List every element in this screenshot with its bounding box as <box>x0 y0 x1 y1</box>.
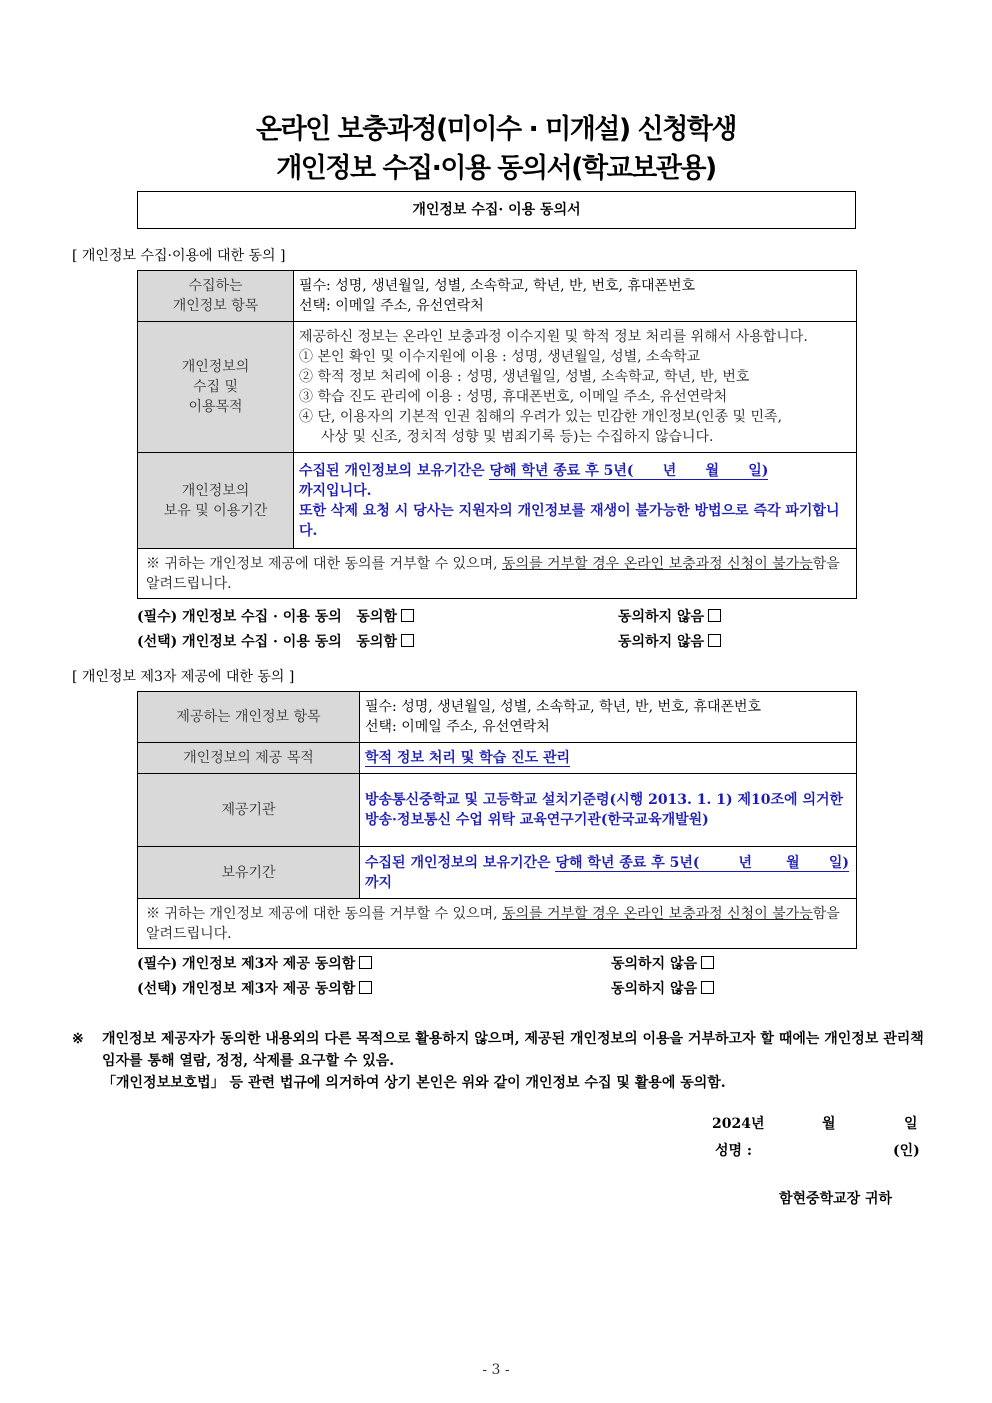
section2-heading: [ 개인정보 제3자 제공에 대한 동의 ] <box>72 669 295 685</box>
note-text: ※ 귀하는 개인정보 제공에 대한 동의를 거부할 수 있으며, <box>146 905 503 922</box>
document-title-line2: 개인정보 수집·이용 동의서(학교보관용) <box>276 153 716 184</box>
disagree-label: 동의하지 않음 <box>618 609 705 625</box>
consent-required-collection <box>137 606 414 626</box>
collection-consent-table <box>137 270 857 599</box>
document-title-line1: 온라인 보충과정(미이수 · 미개설) 신청학생 <box>256 114 736 145</box>
row-value-retention-period <box>360 847 857 899</box>
page-number: - 3 - <box>482 1362 510 1378</box>
disagree-label: 동의하지 않음 <box>611 981 698 997</box>
row-label-retention-period: 보유기간 <box>138 847 360 899</box>
row-value-provided-items <box>360 692 857 743</box>
label-text: 이용목적 <box>188 399 243 415</box>
disagree-checkbox[interactable] <box>708 609 721 622</box>
purpose-line: ③ 학습 진도 관리에 이용 : 성명, 휴대폰번호, 이메일 주소, 유선연락처 <box>299 389 728 405</box>
purpose-line: ① 본인 확인 및 이수지원에 이용 : 성명, 생년월일, 성별, 소속학교 <box>299 349 701 365</box>
consent-label: (선택) 개인정보 수집 · 이용 동의 동의함 <box>137 634 397 650</box>
row-value-provision-purpose <box>360 743 857 774</box>
seal-mark: (인) <box>893 1143 920 1159</box>
disagree-label: 동의하지 않음 <box>618 634 705 650</box>
retention-period: 당해 학년 종료 후 5년( 년 월 일) <box>555 854 850 871</box>
note-underlined: 동의를 거부할 경우 온라인 보충과정 신청이 불가능 <box>502 555 813 572</box>
row-label-retention <box>138 453 294 549</box>
date-year: 2024년 <box>712 1116 765 1132</box>
consent-label: (필수) 개인정보 제3자 제공 동의함 <box>137 956 356 972</box>
consent-optional-third-party <box>137 978 372 998</box>
label-text: 개인정보의 <box>181 359 250 375</box>
refusal-note <box>138 549 857 599</box>
refusal-note <box>138 899 857 949</box>
required-items: 필수: 성명, 생년월일, 성별, 소속학교, 학년, 반, 번호, 휴대폰번호 <box>365 699 762 715</box>
label-text: 수집하는 <box>188 278 243 294</box>
retention-text: 까지 <box>365 874 393 891</box>
note-text: ※ 귀하는 개인정보 제공에 대한 동의를 거부할 수 있으며, <box>146 555 503 572</box>
row-label-purpose <box>138 322 294 453</box>
agree-checkbox[interactable] <box>401 609 414 622</box>
notice-line: 개인정보 제공자가 동의한 내용외의 다른 목적으로 활용하지 않으며, 제공된 개인정보의 이용을 거부하고자 할 때에는 개인정보 관리책임자를 통해 열람, 정정, 삭제를 요구할 수 있음. <box>102 1031 924 1069</box>
label-text: 개인정보 항목 <box>172 298 259 314</box>
disagree-optional-collection <box>618 631 721 651</box>
table-row <box>138 453 857 549</box>
table-row <box>138 774 857 847</box>
retention-text: 까지입니다. <box>299 482 372 499</box>
label-text: 개인정보의 <box>181 482 250 499</box>
table-row <box>138 692 857 743</box>
purpose-line: ④ 단, 이용자의 기본적 인권 침해의 우려가 있는 민감한 개인정보(인종 및 민족, <box>299 409 783 425</box>
notice-mark: ※ <box>72 1031 84 1047</box>
consent-label: (선택) 개인정보 제3자 제공 동의함 <box>137 981 356 997</box>
form-box-title: 개인정보 수집· 이용 동의서 <box>137 191 856 229</box>
disagree-optional-third-party <box>611 978 714 998</box>
retention-text: 수집된 개인정보의 보유기간은 <box>365 854 556 871</box>
disagree-checkbox[interactable] <box>701 981 714 994</box>
deletion-text: 또한 삭제 요청 시 당사는 지원자의 개인정보를 재생이 불가능한 방법으로 즉각 파기합니다. <box>299 502 840 539</box>
purpose-line: 사상 및 신조, 정치적 성향 및 범죄기록 등)는 수집하지 않습니다. <box>321 429 714 445</box>
row-value-purpose <box>294 322 857 453</box>
agree-checkbox[interactable] <box>401 634 414 647</box>
row-label-provision-purpose: 개인정보의 제공 목적 <box>138 743 360 774</box>
table-row <box>138 322 857 453</box>
row-value-retention <box>294 453 857 549</box>
table-row <box>138 743 857 774</box>
table-row <box>138 271 857 322</box>
consent-required-third-party <box>137 953 372 973</box>
note-underlined: 동의를 거부할 경우 온라인 보충과정 신청이 불가능 <box>502 905 813 922</box>
purpose-line: ② 학적 정보 처리에 이용 : 성명, 생년월일, 성별, 소속학교, 학년, 반, 번호 <box>299 369 750 385</box>
optional-items: 선택: 이메일 주소, 유선연락처 <box>365 719 550 735</box>
required-items: 필수: 성명, 생년월일, 성별, 소속학교, 학년, 반, 번호, 휴대폰번호 <box>299 278 696 294</box>
third-party-table <box>137 691 857 949</box>
recipient: 함현중학교장 귀하 <box>779 1191 893 1207</box>
consent-label: (필수) 개인정보 수집 · 이용 동의 동의함 <box>137 609 397 625</box>
name-label: 성명 : <box>715 1143 753 1159</box>
row-label-items <box>138 271 294 322</box>
agree-checkbox[interactable] <box>359 981 372 994</box>
provision-purpose: 학적 정보 처리 및 학습 진도 관리 <box>365 750 571 766</box>
row-label-provided-items: 제공하는 개인정보 항목 <box>138 692 360 743</box>
row-value-items <box>294 271 857 322</box>
retention-period: 당해 학년 종료 후 5년( 년 월 일) <box>489 462 769 479</box>
table-row <box>138 847 857 899</box>
purpose-line: 제공하신 정보는 온라인 보충과정 이수지원 및 학적 정보 처리를 위해서 사용합니다. <box>299 329 808 345</box>
consent-optional-collection <box>137 631 414 651</box>
table-row <box>138 899 857 949</box>
date-day: 일 <box>904 1116 918 1132</box>
note-text: 함을 알려드립니다. <box>146 905 840 942</box>
row-label-institution: 제공기관 <box>138 774 360 847</box>
note-text: 함을 알려드립니다. <box>146 555 840 592</box>
row-value-institution: 방송통신중학교 및 고등학교 설치기준령(시행 2013. 1. 1) 제10조에 의거한 방송·정보통신 수업 위탁 교육연구기관(한국교육개발원) <box>360 774 857 847</box>
date-month: 월 <box>822 1116 836 1132</box>
section1-heading: [ 개인정보 수집·이용에 대한 동의 ] <box>72 248 286 264</box>
disagree-checkbox[interactable] <box>708 634 721 647</box>
label-text: 수집 및 <box>192 379 239 395</box>
final-notice <box>72 1028 927 1094</box>
notice-line: 「개인정보보호법」 등 관련 법규에 의거하여 상기 본인은 위와 같이 개인정보 수집 및 활용에 동의함. <box>102 1075 726 1091</box>
disagree-required-third-party <box>611 953 714 973</box>
table-row <box>138 549 857 599</box>
disagree-required-collection <box>618 606 721 626</box>
disagree-label: 동의하지 않음 <box>611 956 698 972</box>
agree-checkbox[interactable] <box>359 956 372 969</box>
disagree-checkbox[interactable] <box>701 956 714 969</box>
label-text: 보유 및 이용기간 <box>163 502 268 519</box>
optional-items: 선택: 이메일 주소, 유선연락처 <box>299 298 484 314</box>
retention-text: 수집된 개인정보의 보유기간은 <box>299 462 490 479</box>
